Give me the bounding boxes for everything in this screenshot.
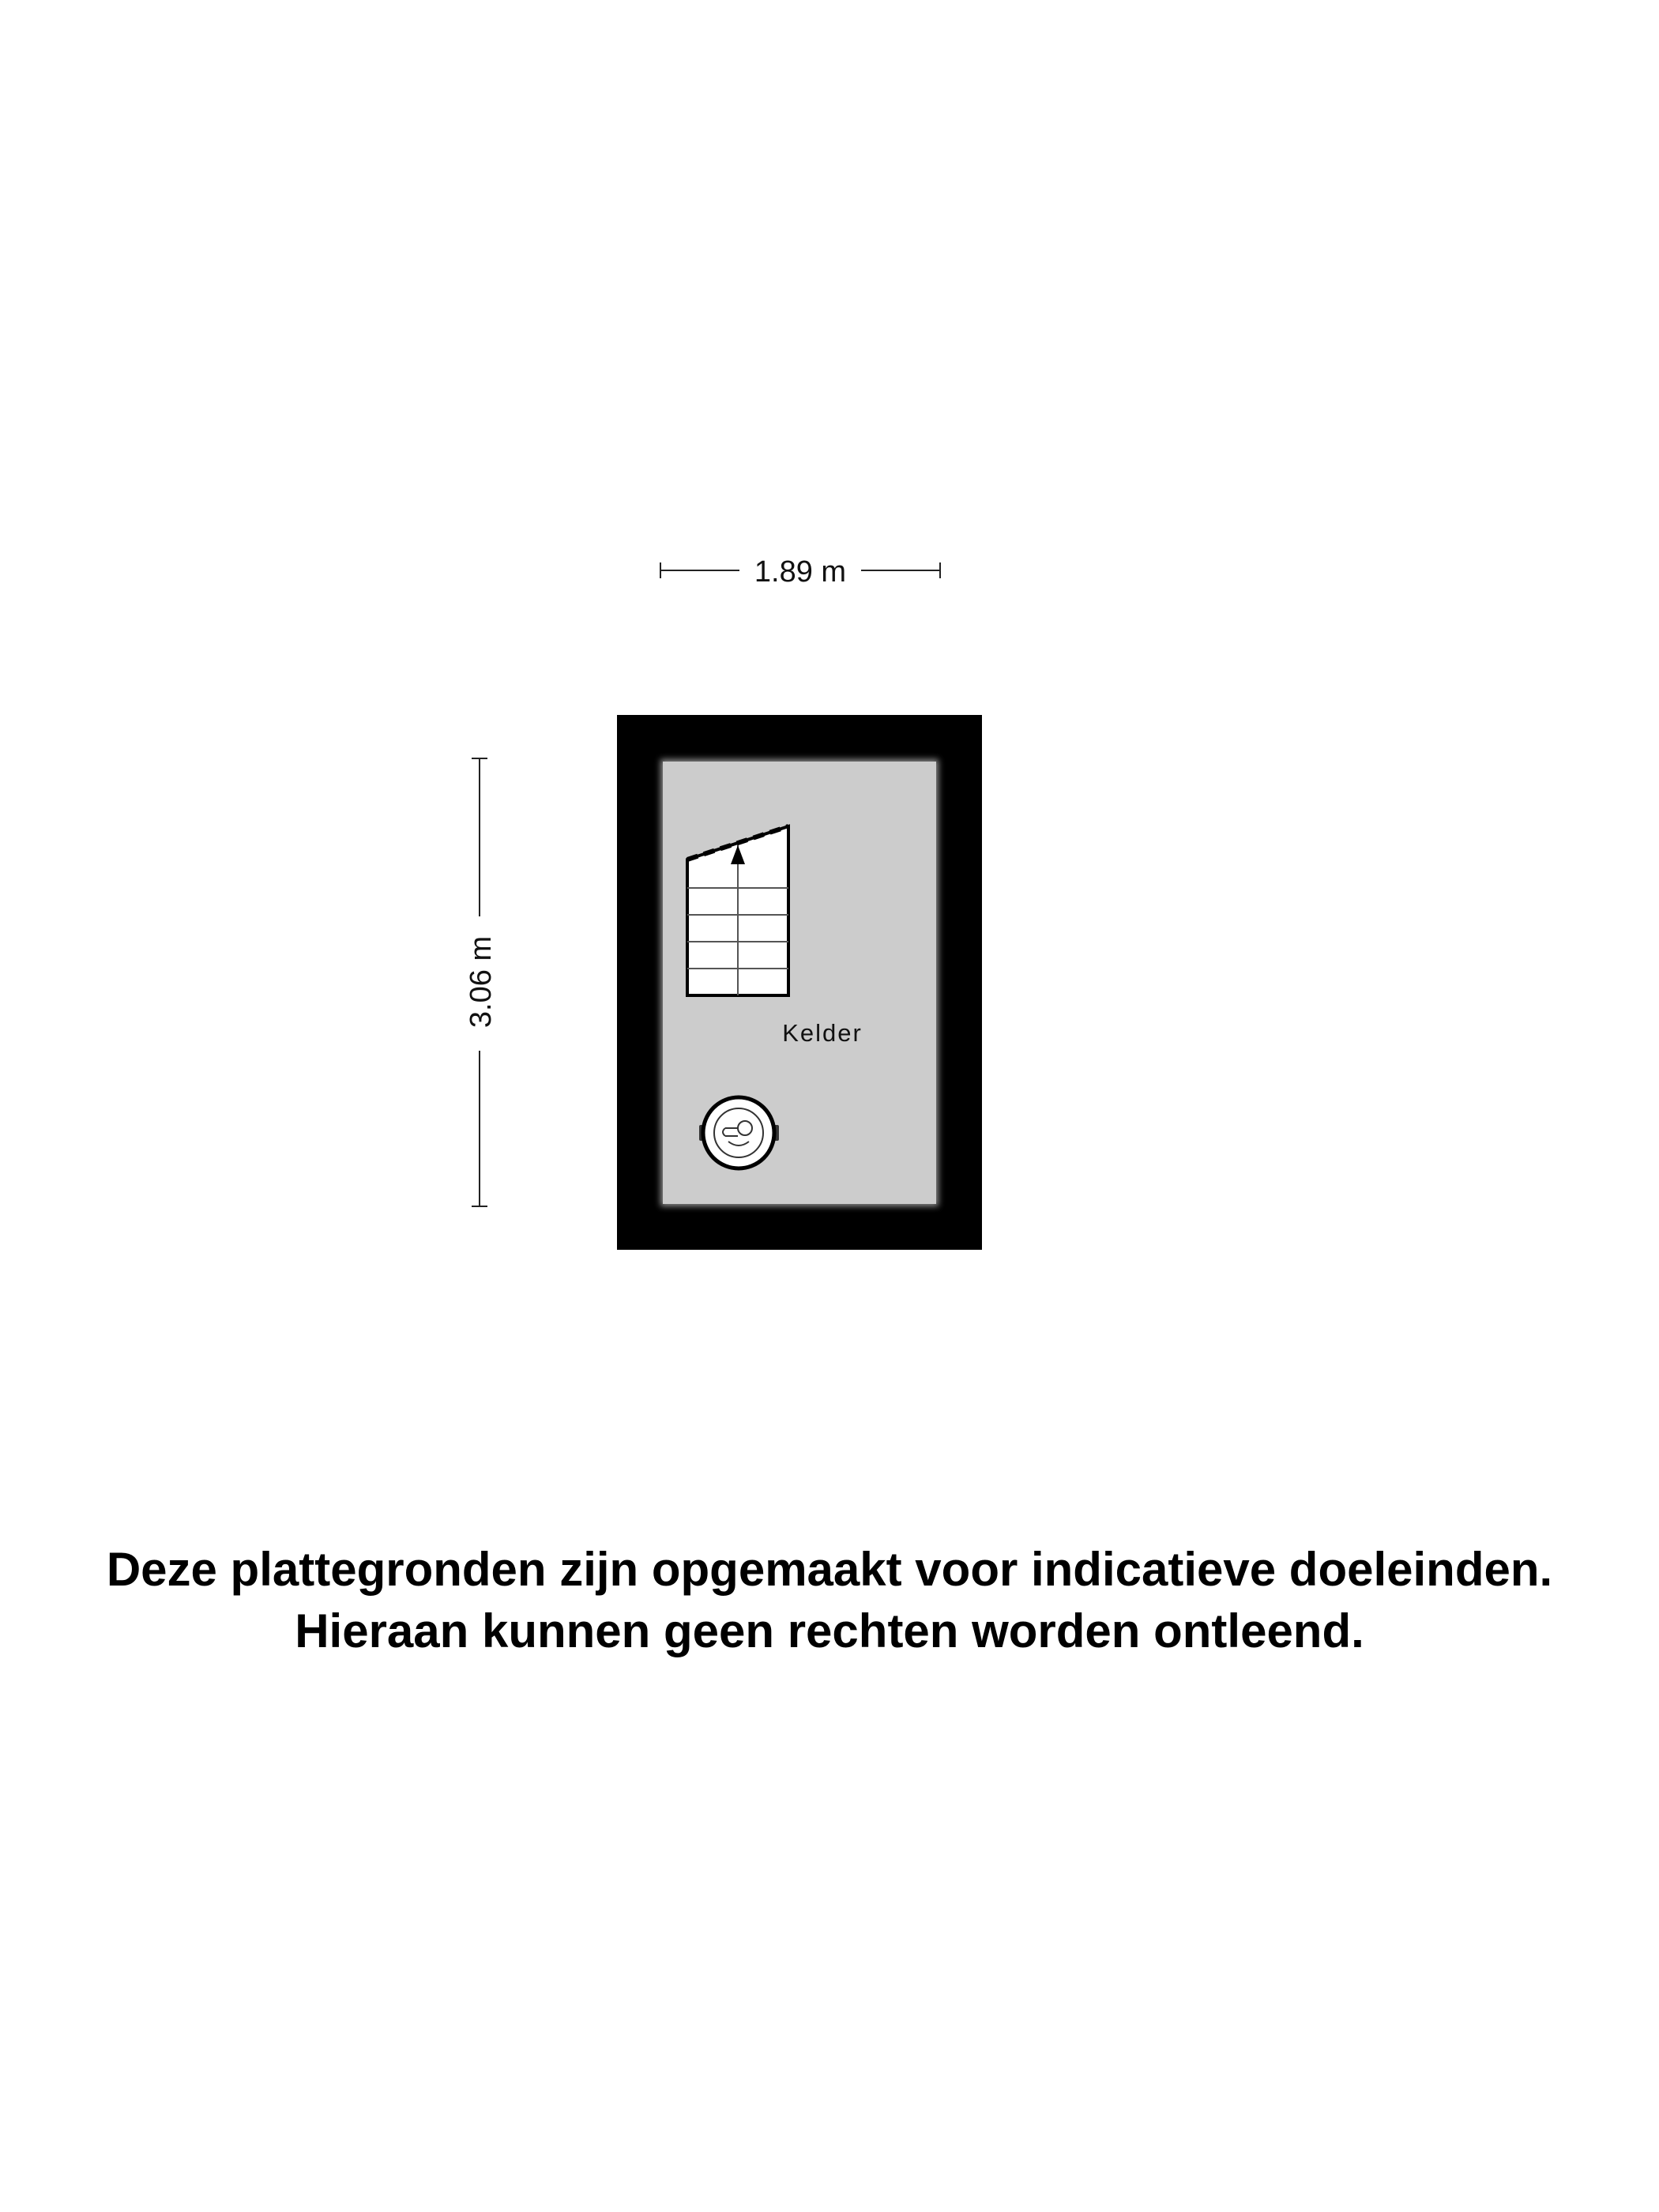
basement-room xyxy=(617,715,982,1250)
height-label: 3.06 m xyxy=(465,935,498,1029)
room-label: Kelder xyxy=(782,1019,863,1047)
width-label: 1.89 m xyxy=(754,555,847,589)
height-dimension xyxy=(465,758,498,1206)
disclaimer-line-2: Hieraan kunnen geen rechten worden ontleend. xyxy=(295,1604,1364,1657)
width-dimension xyxy=(660,555,940,589)
disclaimer-line-1: Deze plattegronden zijn opgemaakt voor indicatieve doeleinden. xyxy=(106,1543,1553,1596)
disclaimer xyxy=(0,1539,1659,1662)
